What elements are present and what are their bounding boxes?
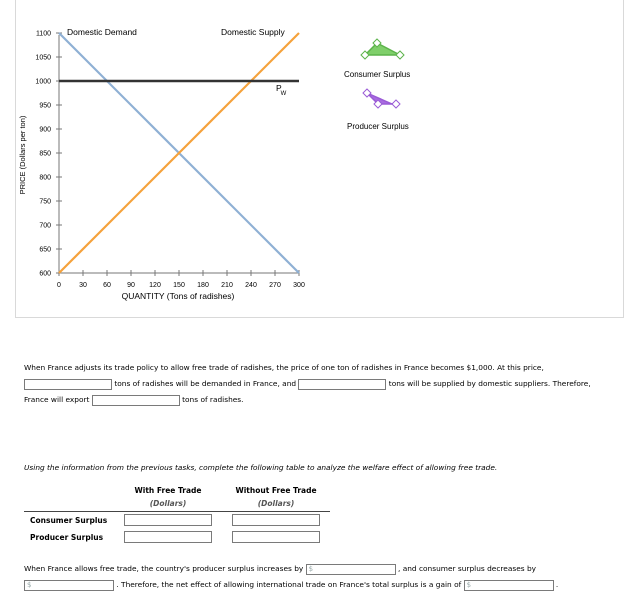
table-header-divider <box>24 511 330 512</box>
x-tick-label: 120 <box>149 282 161 289</box>
export-quantity-input[interactable] <box>92 395 180 406</box>
question3-line2: $ . Therefore, the net effect of allowing international trade on France's total surplus is a gain of $ . <box>24 577 558 593</box>
x-tick-label: 0 <box>57 282 61 289</box>
consumer-surplus-legend-icon[interactable] <box>361 39 404 59</box>
y-tick-label: 850 <box>39 150 51 158</box>
y-tick-label: 800 <box>39 174 51 182</box>
demand-label: Domestic Demand <box>67 27 137 37</box>
cs-decrease-input[interactable]: $ <box>24 580 114 591</box>
y-tick-label: 700 <box>39 222 51 230</box>
ps-without-trade-input[interactable] <box>232 531 320 543</box>
question3-line1: When France allows free trade, the country's producer surplus increases by $ , and consumer surplus decreases by <box>24 564 537 573</box>
x-tick-label: 60 <box>103 282 111 289</box>
x-tick-label: 300 <box>293 282 305 289</box>
col-without-free-trade-unit: (Dollars) <box>257 499 295 508</box>
y-tick-label: 1100 <box>35 30 51 38</box>
x-tick-label: 210 <box>221 282 233 289</box>
cs-without-trade-input[interactable] <box>232 514 320 526</box>
demanded-quantity-input[interactable] <box>24 379 112 390</box>
x-tick-label: 90 <box>127 282 135 289</box>
y-tick-labels <box>35 31 62 278</box>
x-tick-label: 240 <box>245 282 257 289</box>
x-axis-label: QUANTITY (Tons of radishes) <box>121 291 235 301</box>
supply-label: Domestic Supply <box>221 27 285 37</box>
col-without-free-trade: Without Free Trade <box>235 486 317 495</box>
x-tick-label: 30 <box>79 282 87 289</box>
y-tick-label: 600 <box>39 270 51 278</box>
y-tick-label: 950 <box>39 102 51 110</box>
col-with-free-trade: With Free Trade <box>134 486 202 495</box>
cs-with-trade-input[interactable] <box>124 514 212 526</box>
question2-instruction: Using the information from the previous tasks, complete the following table to analyze the welfare effect of allowing free trade. <box>24 463 498 472</box>
producer-surplus-legend-label: Producer Surplus <box>347 122 409 131</box>
producer-surplus-legend-icon[interactable] <box>363 89 400 108</box>
y-axis-label: PRICE (Dollars per ton) <box>18 115 27 195</box>
y-tick-label: 1000 <box>35 78 51 86</box>
x-tick-label: 270 <box>269 282 281 289</box>
question1-intro: When France adjusts its trade policy to allow free trade of radishes, the price of one ton of radishes in France becomes $1,000. At this price, <box>24 363 544 372</box>
y-tick-label: 1050 <box>35 54 51 62</box>
ps-increase-input[interactable]: $ <box>306 564 396 575</box>
question1-line3: France will export tons of radishes. <box>24 395 244 404</box>
y-tick-label: 750 <box>39 198 51 206</box>
col-with-free-trade-unit: (Dollars) <box>149 499 187 508</box>
ps-with-trade-input[interactable] <box>124 531 212 543</box>
world-price-label: PW <box>276 83 287 97</box>
consumer-surplus-legend-label: Consumer Surplus <box>344 70 411 79</box>
question1-line2: tons of radishes will be demanded in France, and tons will be supplied by domestic suppliers. Therefore, <box>24 376 591 392</box>
row-consumer-surplus: Consumer Surplus <box>30 516 108 525</box>
y-tick-label: 650 <box>39 246 51 254</box>
x-tick-label: 150 <box>173 282 185 289</box>
x-tick-label: 180 <box>197 282 209 289</box>
y-tick-label: 900 <box>39 126 51 134</box>
supplied-quantity-input[interactable] <box>298 379 386 390</box>
net-gain-input[interactable]: $ <box>464 580 554 591</box>
row-producer-surplus: Producer Surplus <box>30 533 104 542</box>
